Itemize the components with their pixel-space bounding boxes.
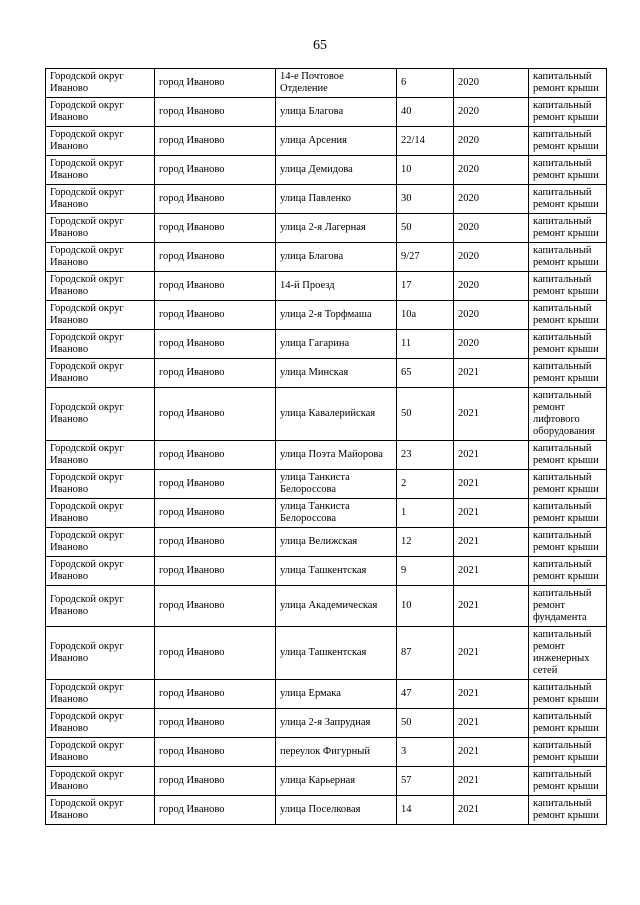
city-cell: город Иваново bbox=[155, 528, 276, 557]
house-number-cell: 57 bbox=[397, 767, 454, 796]
table-row bbox=[46, 185, 607, 214]
table-row bbox=[46, 528, 607, 557]
work-type-cell: капитальный ремонт крыши bbox=[529, 301, 607, 330]
year-cell: 2020 bbox=[454, 156, 529, 185]
year-cell: 2020 bbox=[454, 243, 529, 272]
city-cell: город Иваново bbox=[155, 69, 276, 98]
table-row bbox=[46, 69, 607, 98]
city-cell: город Иваново bbox=[155, 214, 276, 243]
year-cell: 2020 bbox=[454, 214, 529, 243]
district-cell: Городской округ Иваново bbox=[46, 301, 155, 330]
city-cell: город Иваново bbox=[155, 185, 276, 214]
table-row bbox=[46, 796, 607, 825]
district-cell: Городской округ Иваново bbox=[46, 557, 155, 586]
year-cell: 2021 bbox=[454, 359, 529, 388]
year-cell: 2020 bbox=[454, 301, 529, 330]
house-number-cell: 12 bbox=[397, 528, 454, 557]
district-cell: Городской округ Иваново bbox=[46, 330, 155, 359]
work-type-cell: капитальный ремонт лифтового оборудования bbox=[529, 388, 607, 441]
district-cell: Городской округ Иваново bbox=[46, 185, 155, 214]
city-cell: город Иваново bbox=[155, 586, 276, 627]
work-type-cell: капитальный ремонт крыши bbox=[529, 499, 607, 528]
year-cell: 2021 bbox=[454, 767, 529, 796]
house-number-cell: 11 bbox=[397, 330, 454, 359]
district-cell: Городской округ Иваново bbox=[46, 388, 155, 441]
work-type-cell: капитальный ремонт крыши bbox=[529, 709, 607, 738]
house-number-cell: 23 bbox=[397, 441, 454, 470]
street-cell: улица Благова bbox=[276, 243, 397, 272]
work-type-cell: капитальный ремонт крыши bbox=[529, 243, 607, 272]
table-row bbox=[46, 709, 607, 738]
table-row bbox=[46, 359, 607, 388]
work-type-cell: капитальный ремонт крыши bbox=[529, 557, 607, 586]
street-cell: улица Арсения bbox=[276, 127, 397, 156]
year-cell: 2021 bbox=[454, 441, 529, 470]
house-number-cell: 9/27 bbox=[397, 243, 454, 272]
city-cell: город Иваново bbox=[155, 243, 276, 272]
house-number-cell: 6 bbox=[397, 69, 454, 98]
work-type-cell: капитальный ремонт крыши bbox=[529, 470, 607, 499]
work-type-cell: капитальный ремонт крыши bbox=[529, 796, 607, 825]
street-cell: улица Ермака bbox=[276, 680, 397, 709]
house-number-cell: 17 bbox=[397, 272, 454, 301]
city-cell: город Иваново bbox=[155, 272, 276, 301]
city-cell: город Иваново bbox=[155, 301, 276, 330]
work-type-cell: капитальный ремонт крыши bbox=[529, 767, 607, 796]
city-cell: город Иваново bbox=[155, 709, 276, 738]
year-cell: 2021 bbox=[454, 796, 529, 825]
district-cell: Городской округ Иваново bbox=[46, 767, 155, 796]
year-cell: 2021 bbox=[454, 709, 529, 738]
work-type-cell: капитальный ремонт крыши bbox=[529, 359, 607, 388]
year-cell: 2020 bbox=[454, 69, 529, 98]
street-cell: улица 2-я Торфмаша bbox=[276, 301, 397, 330]
year-cell: 2021 bbox=[454, 680, 529, 709]
work-type-cell: капитальный ремонт крыши bbox=[529, 98, 607, 127]
district-cell: Городской округ Иваново bbox=[46, 359, 155, 388]
city-cell: город Иваново bbox=[155, 680, 276, 709]
district-cell: Городской округ Иваново bbox=[46, 738, 155, 767]
work-type-cell: капитальный ремонт крыши bbox=[529, 272, 607, 301]
city-cell: город Иваново bbox=[155, 767, 276, 796]
street-cell: переулок Фигурный bbox=[276, 738, 397, 767]
street-cell: улица Поселковая bbox=[276, 796, 397, 825]
street-cell: улица Ташкентская bbox=[276, 627, 397, 680]
year-cell: 2021 bbox=[454, 528, 529, 557]
house-number-cell: 50 bbox=[397, 214, 454, 243]
year-cell: 2021 bbox=[454, 470, 529, 499]
district-cell: Городской округ Иваново bbox=[46, 680, 155, 709]
city-cell: город Иваново bbox=[155, 627, 276, 680]
street-cell: улица Танкиста Белороссова bbox=[276, 499, 397, 528]
house-number-cell: 87 bbox=[397, 627, 454, 680]
city-cell: город Иваново bbox=[155, 557, 276, 586]
table-row bbox=[46, 680, 607, 709]
city-cell: город Иваново bbox=[155, 388, 276, 441]
district-cell: Городской округ Иваново bbox=[46, 499, 155, 528]
year-cell: 2020 bbox=[454, 272, 529, 301]
district-cell: Городской округ Иваново bbox=[46, 796, 155, 825]
table-row bbox=[46, 214, 607, 243]
house-number-cell: 9 bbox=[397, 557, 454, 586]
work-type-cell: капитальный ремонт крыши bbox=[529, 185, 607, 214]
street-cell: улица Благова bbox=[276, 98, 397, 127]
table-row bbox=[46, 156, 607, 185]
work-type-cell: капитальный ремонт крыши bbox=[529, 156, 607, 185]
work-type-cell: капитальный ремонт крыши bbox=[529, 69, 607, 98]
street-cell: 14-й Проезд bbox=[276, 272, 397, 301]
year-cell: 2020 bbox=[454, 98, 529, 127]
district-cell: Городской округ Иваново bbox=[46, 214, 155, 243]
table-row bbox=[46, 470, 607, 499]
house-number-cell: 65 bbox=[397, 359, 454, 388]
city-cell: город Иваново bbox=[155, 796, 276, 825]
district-cell: Городской округ Иваново bbox=[46, 709, 155, 738]
house-number-cell: 14 bbox=[397, 796, 454, 825]
district-cell: Городской округ Иваново bbox=[46, 156, 155, 185]
work-type-cell: капитальный ремонт крыши bbox=[529, 214, 607, 243]
work-type-cell: капитальный ремонт крыши bbox=[529, 738, 607, 767]
table-body bbox=[46, 69, 607, 825]
table-row bbox=[46, 98, 607, 127]
house-number-cell: 40 bbox=[397, 98, 454, 127]
year-cell: 2020 bbox=[454, 330, 529, 359]
table-row bbox=[46, 627, 607, 680]
district-cell: Городской округ Иваново bbox=[46, 243, 155, 272]
table-row bbox=[46, 738, 607, 767]
district-cell: Городской округ Иваново bbox=[46, 127, 155, 156]
district-cell: Городской округ Иваново bbox=[46, 627, 155, 680]
house-number-cell: 50 bbox=[397, 388, 454, 441]
house-number-cell: 1 bbox=[397, 499, 454, 528]
table-row bbox=[46, 243, 607, 272]
district-cell: Городской округ Иваново bbox=[46, 272, 155, 301]
work-type-cell: капитальный ремонт крыши bbox=[529, 441, 607, 470]
table-row bbox=[46, 330, 607, 359]
work-type-cell: капитальный ремонт крыши bbox=[529, 680, 607, 709]
city-cell: город Иваново bbox=[155, 98, 276, 127]
house-number-cell: 10 bbox=[397, 586, 454, 627]
city-cell: город Иваново bbox=[155, 359, 276, 388]
year-cell: 2021 bbox=[454, 586, 529, 627]
street-cell: улица Академическая bbox=[276, 586, 397, 627]
city-cell: город Иваново bbox=[155, 738, 276, 767]
house-number-cell: 10а bbox=[397, 301, 454, 330]
house-number-cell: 10 bbox=[397, 156, 454, 185]
house-number-cell: 3 bbox=[397, 738, 454, 767]
work-type-cell: капитальный ремонт инженерных сетей bbox=[529, 627, 607, 680]
street-cell: улица 2-я Лагерная bbox=[276, 214, 397, 243]
city-cell: город Иваново bbox=[155, 330, 276, 359]
street-cell: улица Ташкентская bbox=[276, 557, 397, 586]
work-type-cell: капитальный ремонт крыши bbox=[529, 127, 607, 156]
work-type-cell: капитальный ремонт крыши bbox=[529, 330, 607, 359]
district-cell: Городской округ Иваново bbox=[46, 528, 155, 557]
repair-schedule-table bbox=[45, 68, 607, 825]
district-cell: Городской округ Иваново bbox=[46, 441, 155, 470]
city-cell: город Иваново bbox=[155, 470, 276, 499]
table-row bbox=[46, 441, 607, 470]
house-number-cell: 2 bbox=[397, 470, 454, 499]
table-row bbox=[46, 557, 607, 586]
table-row bbox=[46, 301, 607, 330]
house-number-cell: 47 bbox=[397, 680, 454, 709]
house-number-cell: 22/14 bbox=[397, 127, 454, 156]
street-cell: улица 2-я Запрудная bbox=[276, 709, 397, 738]
page-number: 65 bbox=[313, 38, 327, 53]
street-cell: улица Танкиста Белороссова bbox=[276, 470, 397, 499]
table-row bbox=[46, 499, 607, 528]
year-cell: 2021 bbox=[454, 388, 529, 441]
street-cell: улица Демидова bbox=[276, 156, 397, 185]
year-cell: 2021 bbox=[454, 738, 529, 767]
district-cell: Городской округ Иваново bbox=[46, 69, 155, 98]
table-row bbox=[46, 586, 607, 627]
street-cell: улица Кавалерийская bbox=[276, 388, 397, 441]
table-row bbox=[46, 127, 607, 156]
street-cell: 14-е Почтовое Отделение bbox=[276, 69, 397, 98]
work-type-cell: капитальный ремонт фундамента bbox=[529, 586, 607, 627]
year-cell: 2021 bbox=[454, 499, 529, 528]
city-cell: город Иваново bbox=[155, 499, 276, 528]
year-cell: 2020 bbox=[454, 185, 529, 214]
street-cell: улица Павленко bbox=[276, 185, 397, 214]
street-cell: улица Велижская bbox=[276, 528, 397, 557]
street-cell: улица Поэта Майорова bbox=[276, 441, 397, 470]
year-cell: 2021 bbox=[454, 557, 529, 586]
district-cell: Городской округ Иваново bbox=[46, 470, 155, 499]
table-row bbox=[46, 388, 607, 441]
city-cell: город Иваново bbox=[155, 156, 276, 185]
street-cell: улица Карьерная bbox=[276, 767, 397, 796]
street-cell: улица Минская bbox=[276, 359, 397, 388]
year-cell: 2020 bbox=[454, 127, 529, 156]
work-type-cell: капитальный ремонт крыши bbox=[529, 528, 607, 557]
table-row bbox=[46, 767, 607, 796]
street-cell: улица Гагарина bbox=[276, 330, 397, 359]
district-cell: Городской округ Иваново bbox=[46, 586, 155, 627]
table-row bbox=[46, 272, 607, 301]
city-cell: город Иваново bbox=[155, 127, 276, 156]
district-cell: Городской округ Иваново bbox=[46, 98, 155, 127]
city-cell: город Иваново bbox=[155, 441, 276, 470]
year-cell: 2021 bbox=[454, 627, 529, 680]
house-number-cell: 50 bbox=[397, 709, 454, 738]
house-number-cell: 30 bbox=[397, 185, 454, 214]
